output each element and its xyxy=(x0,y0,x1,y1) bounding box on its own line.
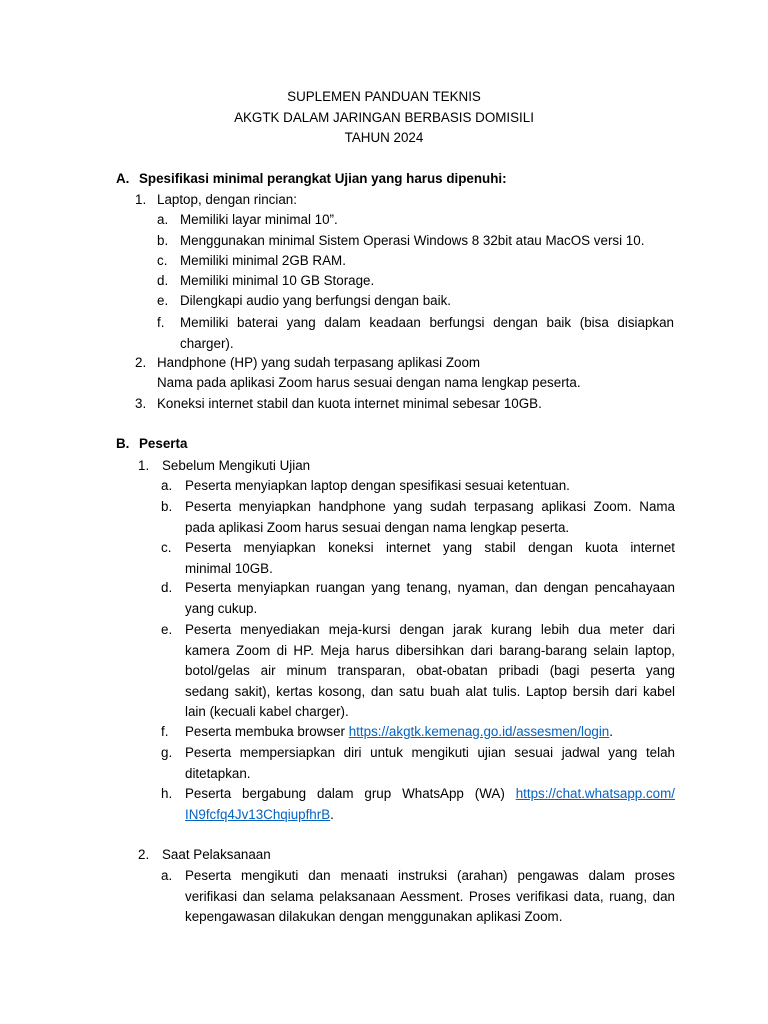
b1-f-suffix: . xyxy=(609,724,613,739)
b1-b-marker: b. xyxy=(161,499,173,514)
a-item2-line-1: Handphone (HP) yang sudah terpasang aplikasi Zoom xyxy=(157,355,481,370)
b1-g-marker: g. xyxy=(161,745,173,760)
b1-h-prefix: Peserta bergabung dalam grup WhatsApp (WA) xyxy=(185,786,516,801)
a1-sub-f-marker: f. xyxy=(157,315,165,330)
b1-h-line-2 xyxy=(185,805,675,826)
b1-c-line-2: minimal 10GB. xyxy=(185,560,273,576)
b1-h-suffix: . xyxy=(330,806,334,822)
b1-b-paragraph xyxy=(185,497,675,538)
b1-d-paragraph xyxy=(185,578,675,619)
b1-h-marker: h. xyxy=(161,786,173,801)
b1-f-marker: f. xyxy=(161,724,169,739)
a-item1-text: Laptop, dengan rincian: xyxy=(157,192,297,207)
b1-e-marker: e. xyxy=(161,622,173,637)
b1-a-marker: a. xyxy=(161,478,173,493)
b1-b-line-1: Peserta menyiapkan handphone yang sudah terpasang aplikasi Zoom. Nama xyxy=(185,499,675,514)
a1-sub-c-text: Memiliki minimal 2GB RAM. xyxy=(180,253,346,268)
a1-sub-a-text: Memiliki layar minimal 10”. xyxy=(180,212,338,227)
b1-e-line-3: botol/gelas air minum transparan, obat-obatan pribadi (bagi peserta yang xyxy=(185,663,675,679)
section-a-marker: A. xyxy=(116,171,130,186)
a1-sub-f-line-1: Memiliki baterai yang dalam keadaan berfungsi dengan baik (bisa disiapkan xyxy=(180,315,674,330)
b-item1-text: Sebelum Mengikuti Ujian xyxy=(162,458,311,473)
b1-a-text: Peserta menyiapkan laptop dengan spesifikasi sesuai ketentuan. xyxy=(185,478,570,493)
b1-d-line-1: Peserta menyiapkan ruangan yang tenang, nyaman, dan dengan pencahayaan xyxy=(185,580,675,595)
b1-c-marker: c. xyxy=(161,540,172,555)
b1-g-line-1: Peserta mempersiapkan diri untuk mengikuti ujian sesuai jadwal yang telah xyxy=(185,745,675,760)
b1-h-paragraph xyxy=(185,784,675,825)
b1-b-line-2: pada aplikasi Zoom harus sesuai dengan nama lengkap peserta. xyxy=(185,519,570,535)
b1-c-line-1: Peserta menyiapkan koneksi internet yang stabil dengan kuota internet xyxy=(185,540,675,555)
b2-a-paragraph xyxy=(185,866,675,928)
b1-g-paragraph xyxy=(185,743,675,784)
whatsapp-link-part-1[interactable]: https://chat.whatsapp.com/ xyxy=(515,786,675,801)
a-item3-text: Koneksi internet stabil dan kuota internet minimal sebesar 10GB. xyxy=(157,396,542,411)
a1-sub-e-text: Dilengkapi audio yang berfungsi dengan baik. xyxy=(180,293,451,308)
b1-d-line-2: yang cukup. xyxy=(185,600,258,616)
a-item2-marker: 2. xyxy=(135,355,147,370)
a-item1-marker: 1. xyxy=(135,192,147,207)
b2-a-line-2: verifikasi dan selama pelaksanaan Aessment. Proses verifikasi data, ruang, dan xyxy=(185,888,675,904)
section-b-marker: B. xyxy=(116,436,130,451)
a1-sub-c-marker: c. xyxy=(157,253,168,268)
a1-sub-f-paragraph xyxy=(180,313,674,354)
b2-a-line-1: Peserta mengikuti dan menaati instruksi (arahan) pengawas dalam proses xyxy=(185,868,675,883)
b1-f-text xyxy=(185,722,613,742)
whatsapp-link-part-2[interactable]: IN9fcfq4Jv13ChqiupfhrB xyxy=(185,806,331,822)
section-a-heading: Spesifikasi minimal perangkat Ujian yang harus dipenuhi: xyxy=(139,171,507,186)
b1-e-line-1: Peserta menyediakan meja-kursi dengan jarak kurang lebih dua meter dari xyxy=(185,622,675,637)
b2-a-line-3: kepengawasan dilakukan dengan menggunakan aplikasi Zoom. xyxy=(185,909,563,925)
b1-e-line-5: lain (kecuali kabel charger). xyxy=(185,704,349,720)
b1-h-line-1 xyxy=(185,784,675,805)
b1-e-line-2: kamera Zoom di HP. Meja harus dibersihkan dari barang-barang selain laptop, xyxy=(185,642,675,658)
a1-sub-b-text: Menggunakan minimal Sistem Operasi Windows 8 32bit atau MacOS versi 10. xyxy=(180,233,645,248)
a1-sub-d-text: Memiliki minimal 10 GB Storage. xyxy=(180,273,375,288)
a1-sub-a-marker: a. xyxy=(157,212,169,227)
a1-sub-f-line-2: charger). xyxy=(180,335,234,351)
b1-c-paragraph xyxy=(185,538,675,579)
b-item2-marker: 2. xyxy=(138,847,150,862)
a-item3-marker: 3. xyxy=(135,396,147,411)
b1-g-line-2: ditetapkan. xyxy=(185,765,251,781)
a1-sub-d-marker: d. xyxy=(157,273,169,288)
b1-f-prefix: Peserta membuka browser xyxy=(185,724,349,739)
b-item2-text: Saat Pelaksanaan xyxy=(162,847,271,862)
doc-title-line-3: TAHUN 2024 xyxy=(344,130,424,145)
b1-d-marker: d. xyxy=(161,580,173,595)
a1-sub-b-marker: b. xyxy=(157,233,169,248)
b1-e-paragraph xyxy=(185,620,675,723)
a-item2-line-2: Nama pada aplikasi Zoom harus sesuai dengan nama lengkap peserta. xyxy=(157,375,581,390)
doc-title-line-1: SUPLEMEN PANDUAN TEKNIS xyxy=(287,89,481,104)
b2-a-marker: a. xyxy=(161,868,173,883)
section-b-heading: Peserta xyxy=(139,436,188,451)
b-item1-marker: 1. xyxy=(138,458,150,473)
doc-title-line-2: AKGTK DALAM JARINGAN BERBASIS DOMISILI xyxy=(234,110,534,125)
b1-e-line-4: sedang sakit), kertas kosong, dan satu buah alat tulis. Laptop bersih dari kabel xyxy=(185,683,675,699)
login-link[interactable]: https://akgtk.kemenag.go.id/assesmen/login xyxy=(348,724,610,739)
a1-sub-e-marker: e. xyxy=(157,293,169,308)
